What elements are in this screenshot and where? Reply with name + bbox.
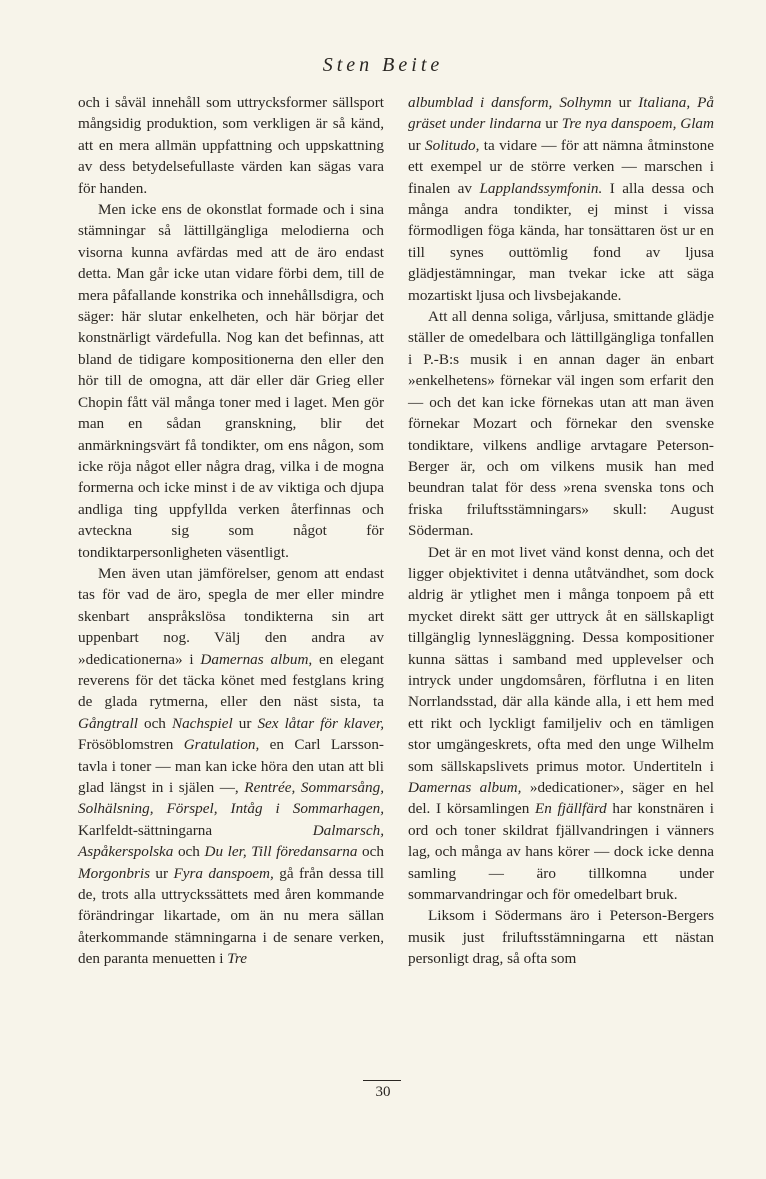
text-run: ur [408,136,425,154]
text-run: har konstnären i ord och toner skildrat fjällvandringen i vänners lag, och många av hans körer — dock icke denna samling — äro tillkomna under sommarvandringar och för omedelbart bruk. [408,800,714,904]
italic-title: Damernas album, [408,779,522,796]
paragraph [408,542,714,906]
text-run: Men även utan jämförelser, genom att endast tas för vad de äro, spegla de mer eller mindre skenbart anspråkslösa tondikterna sin art uppenbart nog. Välj den andra av »dedicationerna» i [78,564,384,668]
italic-title: Du ler, Till föredansarna [204,843,358,861]
italic-title: Tre [227,950,247,968]
paragraph [408,306,714,541]
italic-title: Sex låtar för klaver, [257,714,384,732]
text-run: ur [541,115,562,133]
text-run: Liksom i Södermans äro i Peterson-Bergers musik just friluftsstämningarna ett nästan personligt drag, så ofta som [408,907,714,968]
text-run: och [357,843,384,861]
italic-title: Italiana, På gräset under lindarna [408,94,714,133]
text-run: Men icke ens de okonstlat formade och i sina stämningar så lättillgängliga melodierna och visorna kunna avfärdas med att de äro endast detta. Man går icke utan vidare förbi dem, till de mera påfallande konstrika och innehållsdigra, och säger: här slutar enkelheten, och här börjar det konstnärligt värdefulla. Nog kan det befinnas, att bland de tidigare kompositionerna den eller den hör till de omogna, att där eller där Grieg eller Chopin fått väl många toner med i laget. Men gör man en sådan granskning, blir det anmärkningsvärt få tondikter, om ens någon, som icke röja något eller några drag, vilka i de mogna formerna och icke minst i de av viktiga och djupa andliga ting uppfyllda verken återfinnas och avteckna sig som något för tondiktarpersonligheten väsentligt. [78,201,384,561]
paragraph [78,563,384,970]
italic-title: Damernas album, [200,650,313,668]
italic-title: Tre nya danspoem, Glam [561,115,714,133]
text-run: »dedicationer», säger en hel del. I körsamlingen [408,779,715,818]
italic-title: Fyra danspoem, [173,864,274,882]
text-run: gå från dessa till de, trots alla uttryckssättets med åren kommande förändringar likartade, om än nu mera sällan återkommande stämningarna i de senare verken, den paranta menuetten i [78,864,384,968]
italic-title: Lapplandssymfonin. [479,179,603,197]
text-run: och [173,843,205,861]
paragraph [408,905,714,969]
italic-title: Dalmarsch, Aspåkerspolska [78,821,384,861]
text-run: ur [232,714,258,732]
text-run: och i såväl innehåll som uttrycksformer sällsport mångsidig produktion, som verkligen är så känd, att en mera allmän uppfattning och uppskattning av dess betydelsefullaste värden kan sägas vara för handen. [78,94,384,197]
text-run: I alla dessa och många andra tondikter, ej minst i vissa förmodligen föga kända, har tonsättaren öst ur en till synes outtömlig fond av ljusa glädjestämningar, man tvekar icke att säga mozartiskt ljusa och livsbejakande. [408,179,714,304]
text-run: Frösöblomstren [78,736,184,754]
text-run: ur [150,864,174,882]
text-run: en elegant reverens för det täcka könet med festglans kring de glada rytmerna, eller den näst sista, ta [78,650,385,711]
italic-title: Gångtrall [78,714,138,732]
italic-title: Morgonbris [78,864,151,882]
text-run: Det är en mot livet vänd konst denna, och det ligger objektivitet i denna utåtvändhet, som dock aldrig är ytlighet men i många tonpoem på ett mycket direkt sätt ger uttryck åt en sällskapligt tillgänglig lynnesläggning. Dessa kompositioner kunna sättas i samband med upplevelser och intryck under ungdomsåren, förflutna i en liten Norrlandsstad, där alla kände alla, i ett hem med ett rikt och lyckligt familjeliv och en tämligen stor umgängeskrets, ofta med den unge Wilhelm som sällskapslivets primus motor. Undertiteln i [408,543,714,775]
text-run: en Carl Larsson-tavla i toner — man kan icke höra den utan att bli glad längst in i själen —, [78,736,384,796]
italic-title: En fjällfärd [535,800,607,818]
italic-title: Gratulation, [183,736,260,754]
paragraph [78,199,384,563]
text-run: och [137,714,172,732]
paragraph [78,92,384,199]
text-run: ta vidare — för att nämna åtminstone ett exempel ur de större verken — marschen i finalen av [408,136,714,197]
paragraph [408,92,714,306]
italic-title: albumblad i dansform, Solhymn [408,94,612,111]
italic-title: Solitudo, [425,136,480,154]
italic-title: Rentrée, Sommarsång, Solhälsning, Förspel, Intåg i Sommarhagen, [78,779,385,818]
folio-rule [363,1080,401,1081]
text-run: Att all denna soliga, vårljusa, smittande glädje ställer de omedelbara och lättillgängliga tonfallen i P.-B:s musik i en annan dager än enbart »enkelhetens» förnekar väl ingen som erfarit den — och det kan icke förnekas utan att man även förnekar Mozart och förnekar den svenske tondiktare, vilkens andlige arvtagare Peterson-Berger är, och om vilkens musik han med beundran talat för dess »rena svenska tons och friska friluftsstämningars» skull: August Söderman. [408,308,714,540]
text-run: ur [611,94,639,111]
italic-title: Nachspiel [171,714,233,732]
page-number: 30 [375,1084,391,1100]
text-run: Karlfeldt-sättningarna [78,821,313,839]
running-title: Sten Beite [322,54,444,76]
left-text-column [78,92,384,970]
right-text-column [408,92,714,970]
